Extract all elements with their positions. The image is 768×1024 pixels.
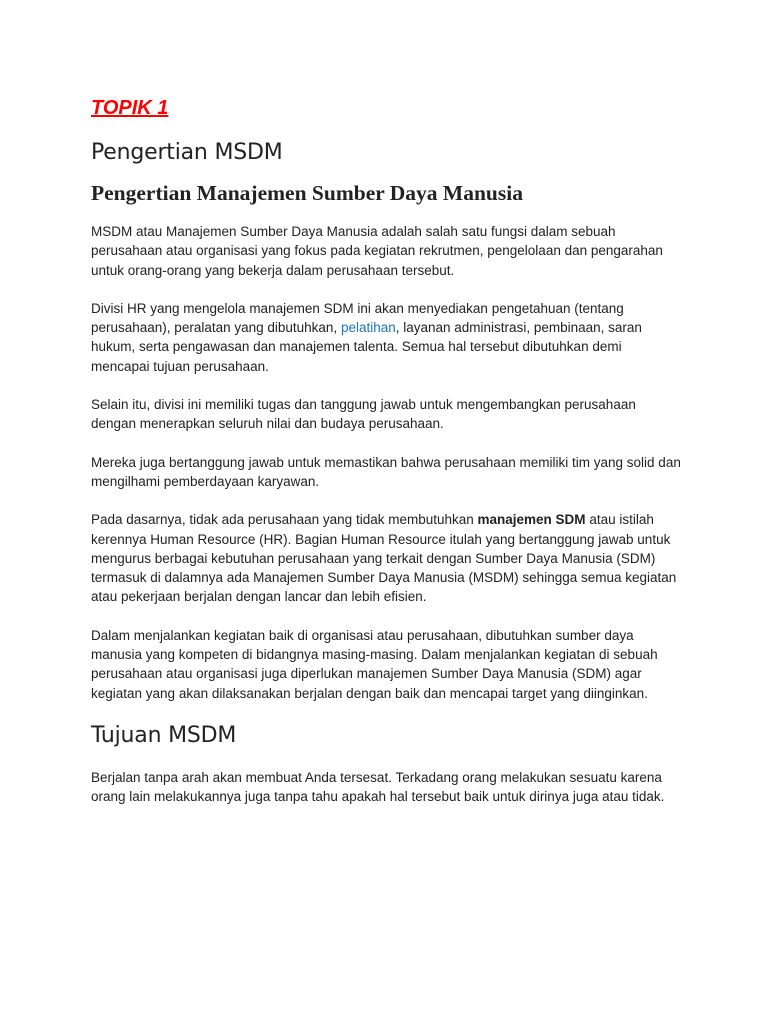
paragraph-2 bbox=[91, 299, 681, 376]
heading-tujuan-msdm: Tujuan MSDM bbox=[91, 722, 237, 748]
paragraph-6: Dalam menjalankan kegiatan baik di organisasi atau perusahaan, dibutuhkan sumber daya manusia yang kompeten di bidangnya masing-masing. Dalam menjalankan kegiatan di sebuah perusahaan atau organisasi juga diperlukan manajemen Sumber Daya Manusia (SDM) agar kegiatan yang akan dilaksanakan berjalan dengan baik dan mencapai target yang diinginkan. bbox=[91, 627, 658, 701]
heading-pengertian-manajemen: Pengertian Manajemen Sumber Daya Manusia bbox=[91, 181, 523, 205]
paragraph-7: Berjalan tanpa arah akan membuat Anda tersesat. Terkadang orang melakukan sesuatu karena orang lain melakukannya juga tanpa tahu apakah hal tersebut baik untuk dirinya juga atau tidak. bbox=[91, 769, 665, 805]
paragraph-2-text-after: , layanan administrasi, pembinaan, saran hukum, serta pengawasan dan manajemen talenta. Semua hal tersebut dibutuhkan demi mencapai tujuan perusahaan. bbox=[91, 320, 642, 374]
heading-pengertian-msdm: Pengertian MSDM bbox=[91, 140, 283, 165]
paragraph-5-text-before: Pada dasarnya, tidak ada perusahaan yang tidak membutuhkan bbox=[91, 512, 478, 528]
topic-label: TOPIK 1 bbox=[91, 97, 169, 119]
paragraph-4: Mereka juga bertanggung jawab untuk memastikan bahwa perusahaan memiliki tim yang solid dan mengilhami pemberdayaan karyawan. bbox=[91, 454, 681, 489]
pelatihan-link[interactable]: pelatihan bbox=[340, 320, 396, 336]
paragraph-2-text-before: Divisi HR yang mengelola manajemen SDM ini akan menyediakan pengetahuan (tentang perusahaan), peralatan yang dibutuhkan, bbox=[91, 300, 624, 336]
paragraph-1: MSDM atau Manajemen Sumber Daya Manusia adalah salah satu fungsi dalam sebuah perusahaan atau organisasi yang fokus pada kegiatan rekrutmen, pengelolaan dan pengarahan untuk orang-orang yang bekerja dalam perusahaan tersebut. bbox=[91, 224, 663, 278]
paragraph-5-text-after: atau istilah kerennya Human Resource (HR). Bagian Human Resource itulah yang bertanggung jawab untuk mengurus berbagai kebutuhan perusahaan yang terkait dengan Sumber Daya Manusia (SDM) termasuk di dalamnya ada Manajemen Sumber Daya Manusia (MSDM) sehingga semua kegiatan atau pekerjaan berjalan dengan lancar dan lebih efisien. bbox=[91, 512, 677, 605]
manajemen-sdm-bold: manajemen SDM bbox=[477, 512, 586, 528]
paragraph-3: Selain itu, divisi ini memiliki tugas dan tanggung jawab untuk mengembangkan perusahaan dengan menerapkan seluruh nilai dan budaya perusahaan. bbox=[91, 397, 636, 432]
paragraph-5 bbox=[91, 510, 681, 606]
document-page bbox=[91, 92, 681, 807]
